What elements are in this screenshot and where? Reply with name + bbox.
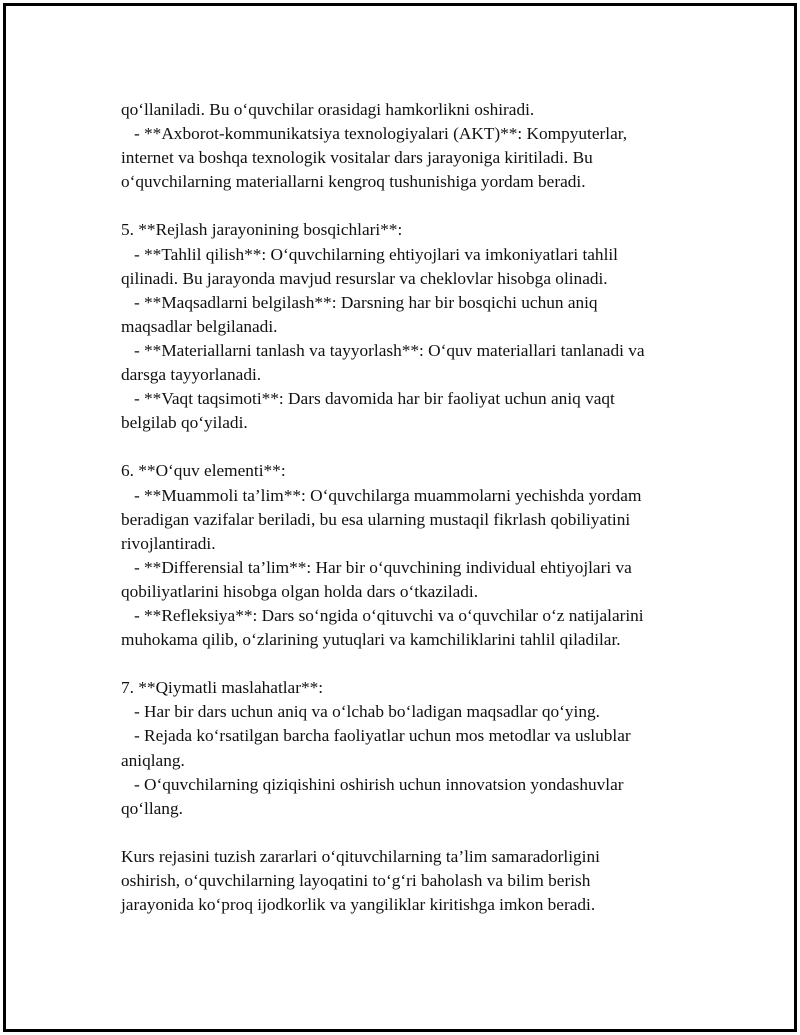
text-line: - **Vaqt taqsimoti**: Dars davomida har bir faoliyat uchun aniq vaqt <box>121 389 615 409</box>
text-line: qobiliyatlarini hisobga olgan holda dars o‘tkaziladi. <box>121 581 479 601</box>
text-line: - **Maqsadlarni belgilash**: Darsning har bir bosqichi uchun aniq <box>121 292 598 312</box>
text-line: - Rejada ko‘rsatilgan barcha faoliyatlar uchun mos metodlar va uslublar <box>121 726 631 746</box>
conclusion-line: oshirish, o‘quvchilarning layoqatini to‘g‘ri baholash va bilim berish <box>121 871 591 890</box>
text-line: muhokama qilib, o‘zlarining yutuqlari va kamchiliklarini tahlil qiladilar. <box>121 630 621 650</box>
text-line: beradigan vazifalar beriladi, bu esa ularning mustaqil fikrlash qobiliyatini <box>121 509 631 529</box>
section-heading-6: 6. **O‘quv elementi**: <box>121 461 286 481</box>
text-line: maqsadlar belgilanadi. <box>121 316 278 336</box>
paragraph-gap <box>121 821 721 845</box>
text-line: internet va boshqa texnologik vositalar dars jarayoniga kiritiladi. Bu <box>121 148 593 168</box>
text-line: - **Tahlil qilish**: O‘quvchilarning ehtiyojlari va imkoniyatlari tahlil <box>121 244 618 264</box>
text-line: - **Muammoli ta’lim**: O‘quvchilarga muammolarni yechishda yordam <box>121 485 642 505</box>
paragraph-gap <box>121 652 721 676</box>
conclusion-line: jarayonida ko‘proq ijodkorlik va yangiliklar kiritishga imkon beradi. <box>121 895 596 915</box>
text-line: - **Axborot-kommunikatsiya texnologiyalari (AKT)**: Kompyuterlar, <box>121 124 628 144</box>
section-heading-5: 5. **Rejlash jarayonining bosqichlari**: <box>121 220 403 240</box>
text-line: belgilab qo‘yiladi. <box>121 413 248 433</box>
paragraph-gap <box>121 194 721 218</box>
text-line: - Har bir dars uchun aniq va o‘lchab bo‘ladigan maqsadlar qo‘ying. <box>121 702 600 722</box>
text-line: - O‘quvchilarning qiziqishini oshirish uchun innovatsion yondashuvlar <box>121 774 624 794</box>
document-body <box>121 98 721 917</box>
text-line: aniqlang. <box>121 750 185 770</box>
text-line: qilinadi. Bu jarayonda mavjud resurslar va cheklovlar hisobga olinadi. <box>121 268 608 288</box>
text-line: rivojlantiradi. <box>121 533 216 553</box>
section-heading-7: 7. **Qiymatli maslahatlar**: <box>121 678 324 698</box>
paragraph-gap <box>121 435 721 459</box>
text-line: - **Refleksiya**: Dars so‘ngida o‘qituvchi va o‘quvchilar o‘z natijalarini <box>121 605 644 625</box>
text-line: darsga tayyorlanadi. <box>121 365 262 385</box>
text-line: - **Differensial ta’lim**: Har bir o‘quvchining individual ehtiyojlari va <box>121 557 632 577</box>
text-line: qo‘llaniladi. Bu o‘quvchilar orasidagi hamkorlikni oshiradi. <box>121 100 535 119</box>
text-line: o‘quvchilarning materiallarni kengroq tushunishiga yordam beradi. <box>121 172 586 192</box>
page-frame <box>3 3 797 1032</box>
conclusion-line: Kurs rejasini tuzish zararlari o‘qituvchilarning ta’lim samaradorligini <box>121 846 600 866</box>
text-line: - **Materiallarni tanlash va tayyorlash**: O‘quv materiallari tanlanadi va <box>121 340 645 360</box>
text-line: qo‘llang. <box>121 798 183 818</box>
